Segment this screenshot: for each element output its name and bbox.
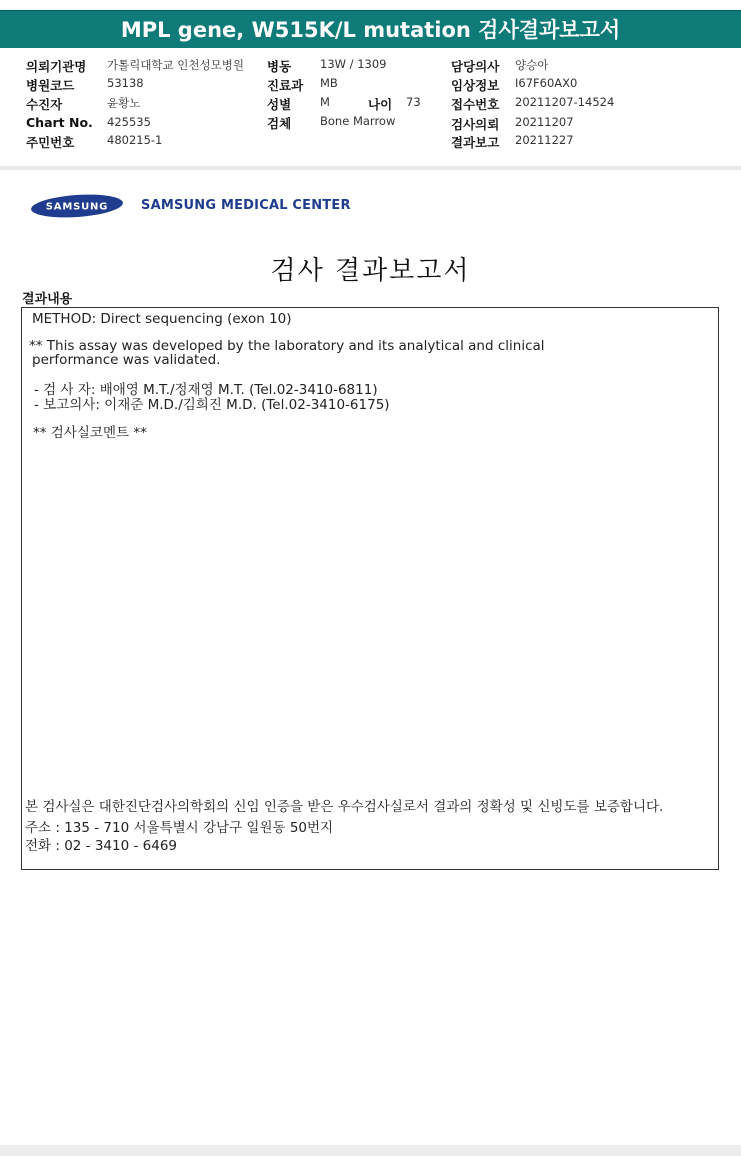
label-receipt-number: 접수번호 — [451, 97, 500, 112]
label-hospital-code: 병원코드 — [26, 78, 75, 93]
label-result-report-date: 결과보고 — [451, 135, 500, 150]
medical-center-name: SAMSUNG MEDICAL CENTER — [141, 198, 351, 213]
label-test-request-date: 검사의뢰 — [451, 117, 500, 132]
patient-info-panel — [0, 48, 741, 167]
results-section-label: 결과내용 — [22, 292, 73, 307]
value-specimen: Bone Marrow — [320, 114, 396, 128]
tester-info: - 검 사 자: 배애영 M.T./정재영 M.T. (Tel.02-3410-6811) — [34, 382, 378, 398]
samsung-logo — [30, 193, 124, 219]
value-patient: 윤황노 — [107, 96, 141, 110]
document-title: 검사 결과보고서 — [270, 256, 471, 286]
label-clinical-info: 임상정보 — [451, 78, 500, 93]
lab-phone: 전화 : 02 - 3410 - 6469 — [25, 838, 178, 854]
lab-comment-heading: ** 검사실코멘트 ** — [33, 425, 147, 441]
value-chart-no: 425535 — [107, 115, 151, 129]
value-clinical-info: I67F60AX0 — [515, 76, 578, 90]
label-chart-no: Chart No. — [26, 115, 93, 130]
report-title: MPL gene, W515K/L mutation 검사결과보고서 — [120, 18, 621, 42]
method-text: METHOD: Direct sequencing (exon 10) — [32, 311, 292, 327]
label-resident-number: 주민번호 — [26, 135, 75, 150]
value-test-request-date: 20211207 — [515, 115, 574, 129]
value-sex: M — [320, 95, 330, 109]
label-ward: 병동 — [267, 59, 292, 74]
results-box — [21, 307, 719, 870]
label-sex: 성별 — [267, 97, 292, 112]
page-footer-band — [0, 1145, 741, 1156]
value-receipt-number: 20211207-14524 — [515, 95, 615, 109]
value-hospital-code: 53138 — [107, 76, 144, 90]
certification-statement: 본 검사실은 대한진단검사의학회의 신임 인증을 받은 우수검사실로서 결과의 정확성 및 신빙도를 보증합니다. — [25, 799, 664, 815]
label-specimen: 검체 — [267, 116, 292, 131]
value-resident-number: 480215-1 — [107, 133, 163, 147]
value-requesting-institution: 가톨릭대학교 인천성모병원 — [107, 58, 244, 72]
reporter-info: - 보고의사: 이재준 M.D./김희진 M.D. (Tel.02-3410-6175) — [34, 397, 390, 413]
label-age: 나이 — [368, 97, 393, 112]
report-title-bar — [0, 10, 741, 48]
assay-statement-line1: ** This assay was developed by the laboratory and its analytical and clinical — [29, 338, 545, 354]
value-age: 73 — [406, 95, 421, 109]
samsung-logo-text: SAMSUNG — [45, 201, 109, 213]
label-patient: 수진자 — [26, 97, 63, 112]
value-result-report-date: 20211227 — [515, 133, 574, 147]
section-divider — [0, 166, 741, 170]
value-ward: 13W / 1309 — [320, 57, 387, 71]
label-department: 진료과 — [267, 78, 304, 93]
label-requesting-institution: 의뢰기관명 — [26, 59, 87, 74]
label-attending-physician: 담당의사 — [451, 59, 500, 74]
value-attending-physician: 양승아 — [515, 58, 549, 72]
assay-statement-line2: performance was validated. — [32, 352, 221, 368]
lab-address: 주소 : 135 - 710 서울특별시 강남구 일원동 50번지 — [25, 820, 334, 836]
value-department: MB — [320, 76, 338, 90]
